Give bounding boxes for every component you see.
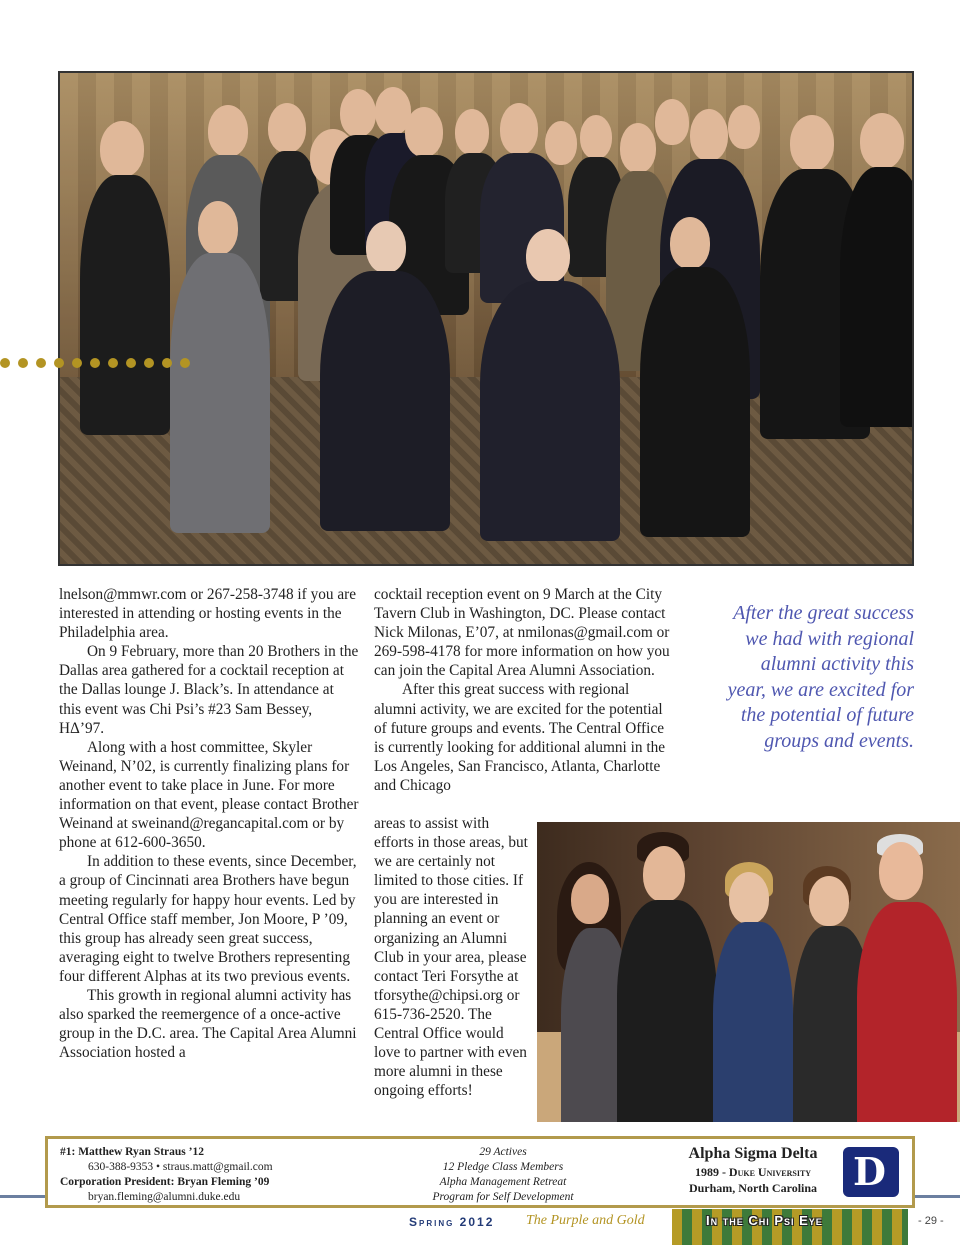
paragraph: After this great success with regional alumni activity, we are excited for the potential of future groups and events. The Central Office is currently looking for additional alumni in the Los Angeles, San Francisco, Atlanta, Charlotte and Chicago [374, 681, 666, 794]
chapter-program: Program for Self Development [432, 1191, 574, 1203]
article-column-1 [59, 585, 359, 1062]
chapter-info-box [45, 1136, 915, 1208]
paragraph: On 9 February, more than 20 Brothers in the Dallas area gathered for a cocktail reception at the Dallas lounge J. Black’s. In attendance at this event was Chi Psi’s #23 Sam Bessey, HΔ’97. [59, 643, 359, 737]
footer-rule-left [0, 1195, 45, 1198]
article-column-2-wrap [374, 814, 529, 1100]
chapter-location: Durham, North Carolina [688, 1181, 818, 1195]
paragraph: This growth in regional alumni activity has also sparked the reemergence of a once-active group in the D.C. area. The Capital Area Alumni Association hosted a [59, 986, 357, 1062]
chapter-corp-president-email: bryan.fleming@alumni.duke.edu [88, 1191, 241, 1203]
paragraph: cocktail reception event on 9 March at the City Tavern Club in Washington, DC. Please contact Nick Milonas, E’07, at nmilonas@gmail.com or 269-598-4178 for more information on how you can join the Capital Area Alumni Association. [374, 586, 670, 680]
chapter-number-one-contact: 630-388-9353 • straus.matt@gmail.com [88, 1161, 273, 1173]
footer-rule-right [915, 1195, 960, 1198]
chapter-officers [60, 1145, 390, 1205]
chapter-corp-president: Corporation President: Bryan Fleming ’09 [60, 1176, 270, 1188]
duke-logo-letter: D [853, 1149, 886, 1194]
chapter-founded: 1989 - Duke University [694, 1165, 812, 1179]
paragraph: areas to assist with efforts in those areas, but we are certainly not limited to those cities. If you are interested in planning an event or organizing an Alumni Club in your area, please contact Teri Forsythe at tforsythe@chipsi.org or 615-736-2520. The Central Office would love to partner with even more alumni in these ongoing efforts! [374, 815, 528, 1100]
photo-alumni-group-small [537, 822, 960, 1122]
group-photo-alumni [58, 71, 914, 566]
chapter-retreat: Alpha Management Retreat [439, 1176, 567, 1188]
paragraph: In addition to these events, since December, a group of Cincinnati area Brothers have begun meeting regularly for happy hour events. Led by Central Office staff member, Jon Moore, P ’09, this group has already seen great success, averaging eight to twelve Brothers representing four different Alphas at its two previous events. [59, 853, 357, 985]
pull-quote: After the great success we had with regional alumni activity this year, we are excited for the potential of future groups and events. [727, 602, 914, 752]
paragraph: lnelson@mmwr.com or 267-258-3748 if you are interested in attending or hosting events in the Philadelphia area. [59, 586, 357, 642]
chapter-alpha-name: Alpha Sigma Delta [688, 1145, 818, 1162]
chapter-stats [418, 1145, 588, 1205]
article-column-2 [374, 585, 674, 795]
footer-publication: The Purple and Gold [526, 1213, 645, 1228]
page-number: - 29 - [918, 1215, 944, 1227]
paragraph: Along with a host committee, Skyler Weinand, N’02, is currently finalizing plans for another event to take place in June. For more information on that event, please contact Brother Weinand at sweinand@regancapital.com or by phone at 612-600-3650. [59, 738, 359, 852]
chapter-identity [648, 1144, 858, 1196]
dotted-leader [0, 358, 200, 370]
chapter-pledges: 12 Pledge Class Members [442, 1161, 564, 1173]
footer-section-label: In the Chi Psi Eye [706, 1213, 823, 1228]
footer-issue: Spring 2012 [409, 1215, 495, 1229]
chapter-actives: 29 Actives [479, 1146, 527, 1158]
duke-logo-icon [843, 1147, 899, 1197]
chapter-number-one: #1: Matthew Ryan Straus ’12 [60, 1146, 204, 1158]
